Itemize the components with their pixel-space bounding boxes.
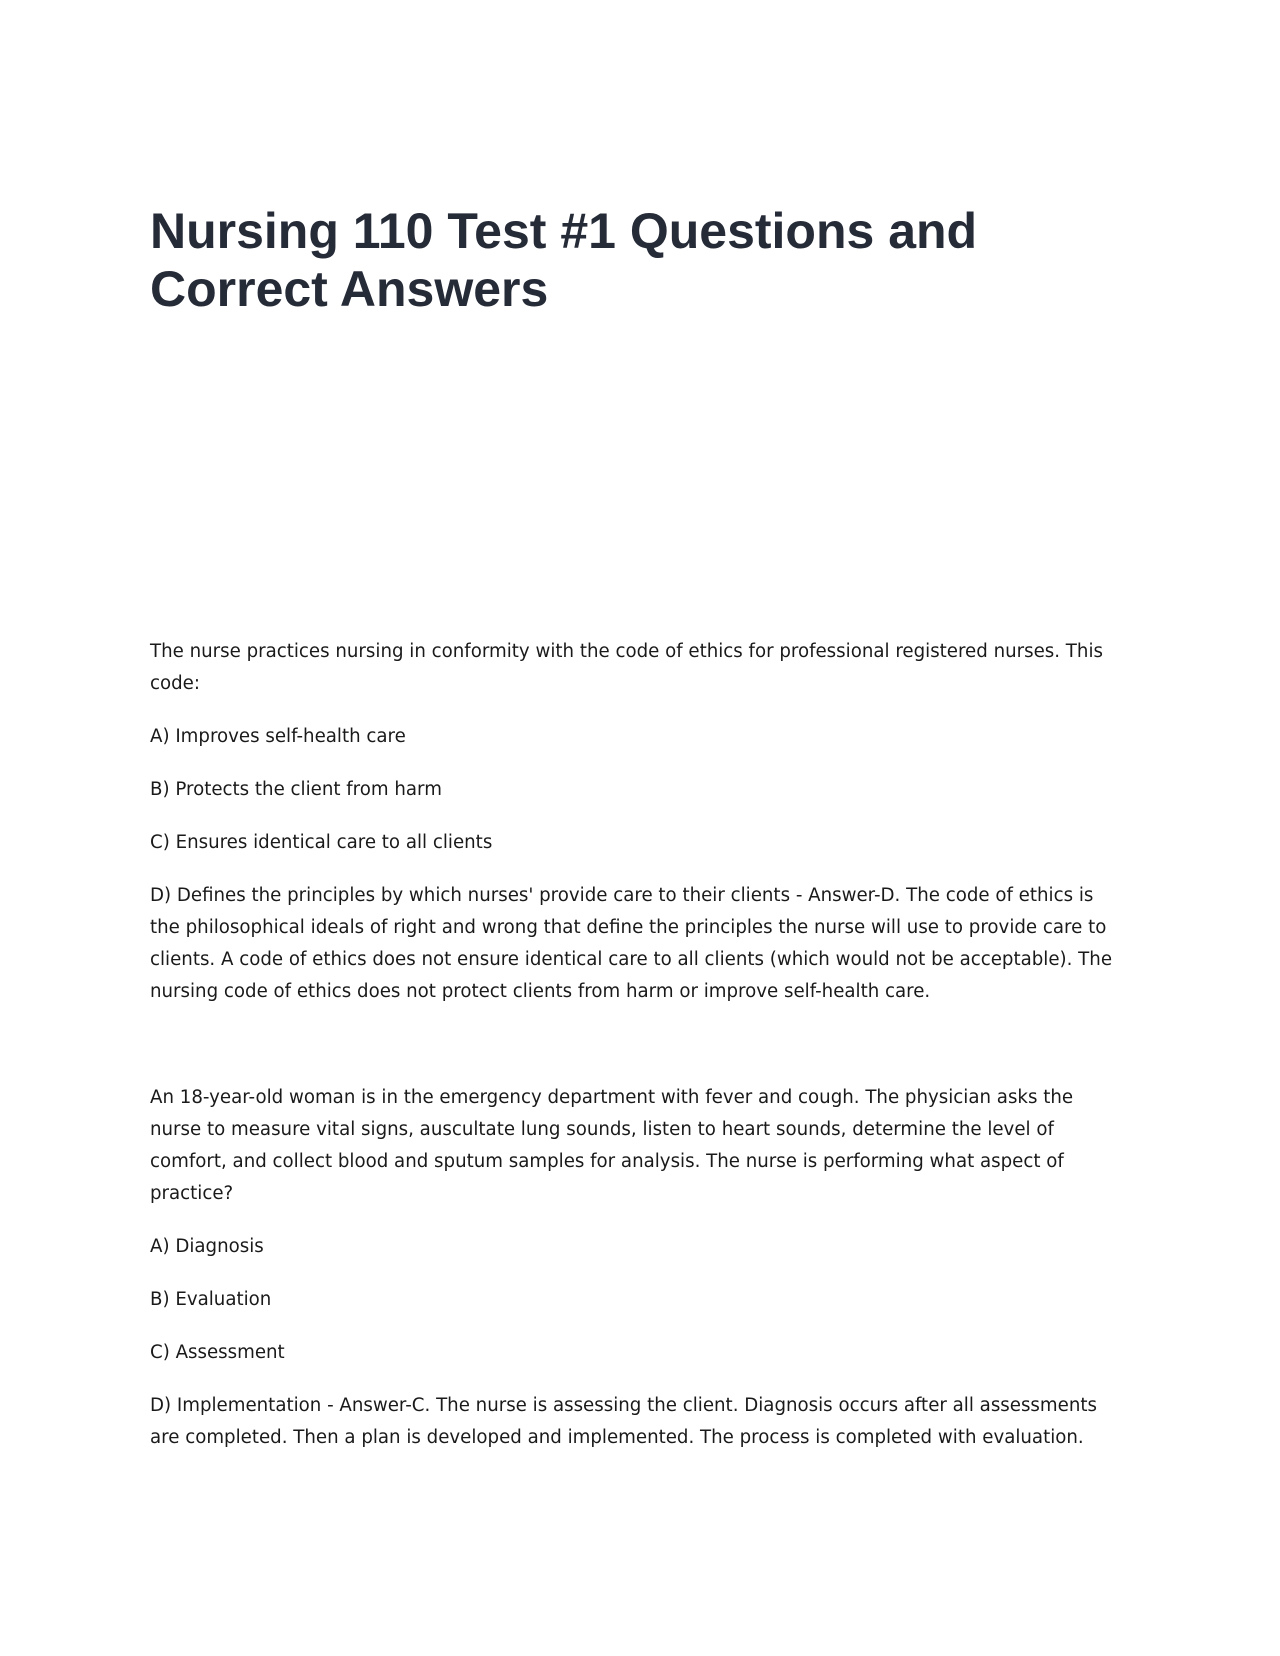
document-title: Nursing 110 Test #1 Questions and Correct Answers [150,203,978,317]
option-c: C) Assessment [150,1342,285,1363]
question-stem: An 18-year-old woman is in the emergency department with fever and cough. The physician asks the nurse to measure vital signs, auscultate lung sounds, listen to heart sounds, determine the level of comfort, and collect blood and sputum samples for analysis. The nurse is performing what aspect of practice? [150,1087,1074,1204]
question-2 [150,1082,1125,1475]
option-a: A) Improves self-health care [150,726,406,747]
option-d-with-answer: D) Defines the principles by which nurses' provide care to their clients - Answer-D. The code of ethics is the philosophical ideals of right and wrong that define the principles the nurse will use to provide care to clients. A code of ethics does not ensure identical care to all clients (which would not be acceptable). The nursing code of ethics does not protect clients from harm or improve self-health care. [150,885,1113,1002]
option-b: B) Evaluation [150,1289,272,1310]
question-1 [150,636,1125,1029]
option-c: C) Ensures identical care to all clients [150,832,493,853]
question-stem: The nurse practices nursing in conformity with the code of ethics for professional registered nurses. This code: [150,641,1103,694]
option-d-with-answer: D) Implementation - Answer-C. The nurse is assessing the client. Diagnosis occurs after all assessments are completed. Then a plan is developed and implemented. The process is completed with evaluation. [150,1395,1097,1448]
option-b: B) Protects the client from harm [150,779,442,800]
option-a: A) Diagnosis [150,1236,264,1257]
